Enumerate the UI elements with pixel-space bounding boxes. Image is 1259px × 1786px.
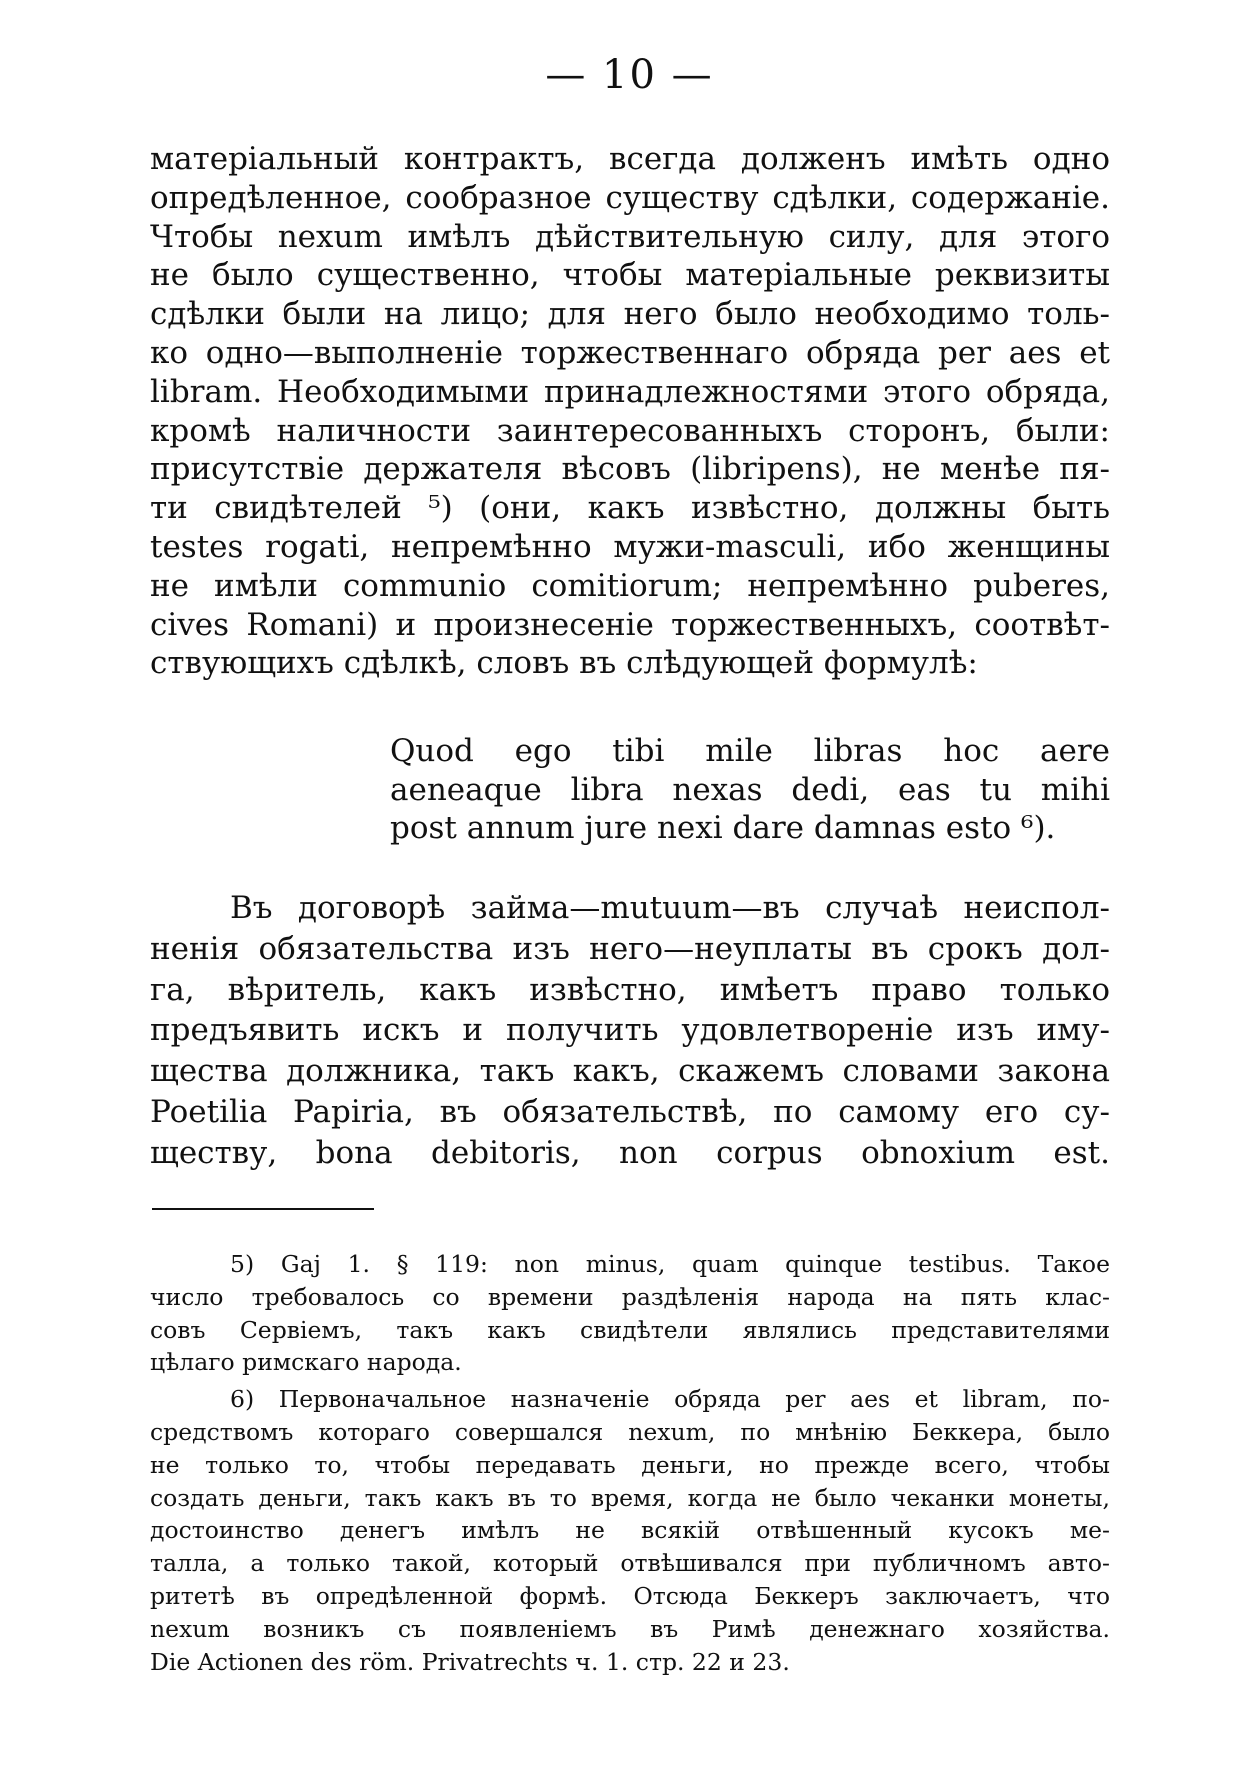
text-line: кромѣ наличности заинтересованныхъ сторонъ, были: [150,412,1110,449]
text-line: присутствіе держателя вѣсовъ (libripens), не менѣе пя- [150,451,1110,488]
text-line: га, вѣритель, какъ извѣстно, имѣетъ право только [150,971,1110,1008]
text-line: ти свидѣтелей ⁵) (они, какъ извѣстно, должны быть [150,490,1110,527]
footnote-5-line: 5) Gaj 1. § 119: non minus, quam quinque testibus. Такое [230,1250,1110,1278]
footnotes [150,1248,1110,1678]
text-line: не было существенно, чтобы матеріальные реквизиты [150,257,1110,294]
formula-line: aeneaque libra nexas dedi, eas tu mihi [390,771,1110,808]
formula-line: post annum jure nexi dare damnas esto ⁶). [390,810,1056,846]
footnote-6-line: 6) Первоначальное назначеніе обряда per aes et libram, по- [230,1385,1110,1414]
text-line: ствующихъ сдѣлкѣ, словъ въ слѣдующей формулѣ: [150,645,978,682]
footnote-6-line: не только то, чтобы передавать деньги, но прежде всего, чтобы [150,1450,1110,1479]
text-line: Чтобы nexum имѣлъ дѣйствительную силу, для этого [150,218,1110,255]
text-line: ко одно—выполненіе торжественнаго обряда per aes et [150,334,1110,371]
page-number: — 10 — [545,52,714,98]
paragraph-1 [150,140,1110,683]
text-line: cives Romani) и произнесеніе торжественныхъ, соотвѣт- [150,606,1110,643]
text-line: сдѣлки были на лицо; для него было необходимо толь- [150,296,1110,333]
text-line: ненія обязательства изъ него—неуплаты въ срокъ дол- [150,930,1110,967]
formula-line: Quod ego tibi mile libras hoc aere [390,733,1110,769]
footnote-6-line: Die Actionen des röm. Privatrechts ч. 1. стр. 22 и 23. [150,1647,790,1676]
text-line: опредѣленное, сообразное существу сдѣлки, содержаніе. [150,179,1110,216]
footnote-divider [152,1208,374,1210]
text-line: libram. Необходимыми принадлежностями этого обряда, [150,373,1110,410]
text-line: testes rogati, непремѣнно мужи-masculi, ибо женщины [150,528,1110,565]
footnote-5-line: цѣлаго римскаго народа. [150,1348,462,1377]
text-line: предъявить искъ и получить удовлетвореніе изъ иму- [150,1012,1110,1049]
text-line: Poetilia Papiria, въ обязательствѣ, по самому его су- [150,1093,1110,1130]
footnote-6-line: средствомъ котораго совершался nexum, по мнѣнію Беккера, было [150,1417,1110,1446]
text-line: матеріальный контрактъ, всегда долженъ имѣть одно [150,141,1110,177]
footnote-5-line: совъ Сервіемъ, такъ какъ свидѣтели являлись представителями [150,1315,1110,1344]
text-line: ществу, bona debitoris, non corpus obnoxium est. [150,1134,1110,1171]
latin-formula [390,732,1110,848]
footnote-5-line: число требовалось со времени раздѣленія народа на пять клас- [150,1282,1110,1311]
footnote-6-line: nexum возникъ съ появленіемъ въ Римѣ денежнаго хозяйства. [150,1614,1110,1643]
text-line: Въ договорѣ займа—mutuum—въ случаѣ неиспол- [230,890,1110,926]
footnote-6-line: создать деньги, такъ какъ въ то время, когда не было чеканки монеты, [150,1483,1110,1512]
text-line: щества должника, такъ какъ, скажемъ словами закона [150,1053,1110,1090]
footnote-6-line: достоинство денегъ имѣлъ не всякій отвѣшенный кусокъ ме- [150,1516,1110,1545]
footnote-6-line: талла, а только такой, который отвѣшивался при публичномъ авто- [150,1549,1110,1578]
paragraph-2 [150,888,1110,1174]
text-line: не имѣли communio comitiorum; непремѣнно puberes, [150,567,1110,604]
footnote-6-line: ритетѣ въ опредѣленной формѣ. Отсюда Беккеръ заключаетъ, что [150,1581,1110,1610]
